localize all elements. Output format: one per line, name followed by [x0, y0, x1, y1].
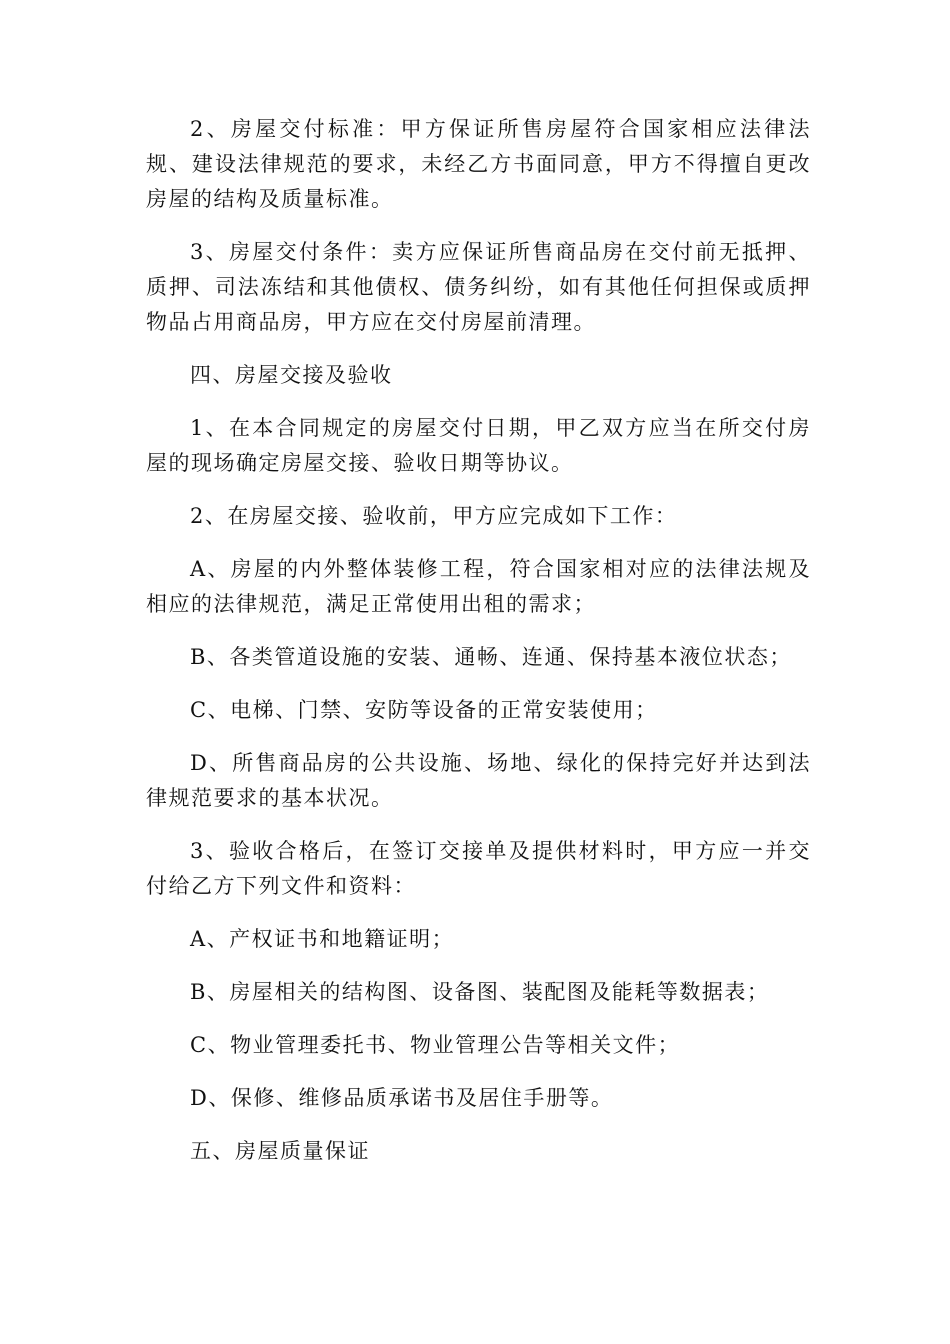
list-item-property-certificate: A、产权证书和地籍证明； — [190, 927, 455, 951]
paragraph-handover-date: 1、在本合同规定的房屋交付日期，甲乙双方应当在所交付房屋的现场确定房屋交接、验收日期等协议。 — [146, 416, 811, 475]
list-item-public-facilities: D、所售商品房的公共设施、场地、绿化的保持完好并达到法律规范要求的基本状况。 — [146, 751, 811, 810]
section-heading-quality: 五、房屋质量保证 — [190, 1139, 370, 1163]
section-heading-handover: 四、房屋交接及验收 — [190, 363, 393, 387]
paragraph-delivery-conditions: 3、房屋交付条件：卖方应保证所售商品房在交付前无抵押、质押、司法冻结和其他债权、债务纠纷，如有其他任何担保或质押物品占用商品房，甲方应在交付房屋前清理。 — [146, 240, 811, 334]
paragraph-delivery-standard: 2、房屋交付标准：甲方保证所售房屋符合国家相应法律法规、建设法律规范的要求，未经乙方书面同意，甲方不得擅自更改房屋的结构及质量标准。 — [146, 117, 811, 211]
list-item-drawings: B、房屋相关的结构图、设备图、装配图及能耗等数据表； — [190, 980, 770, 1004]
document-body — [146, 112, 811, 1187]
list-item-property-management: C、物业管理委托书、物业管理公告等相关文件； — [190, 1033, 681, 1057]
paragraph-documents-delivery: 3、验收合格后，在签订交接单及提供材料时，甲方应一并交付给乙方下列文件和资料： — [146, 839, 811, 898]
paragraph-pre-handover-work: 2、在房屋交接、验收前，甲方应完成如下工作： — [190, 504, 678, 528]
list-item-elevators: C、电梯、门禁、安防等设备的正常安装使用； — [190, 698, 658, 722]
list-item-warranty: D、保修、维修品质承诺书及居住手册等。 — [190, 1086, 614, 1110]
list-item-renovation: A、房屋的内外整体装修工程，符合国家相对应的法律法规及相应的法律规范，满足正常使用出租的需求； — [146, 557, 811, 616]
list-item-pipelines: B、各类管道设施的安装、通畅、连通、保持基本液位状态； — [190, 645, 792, 669]
